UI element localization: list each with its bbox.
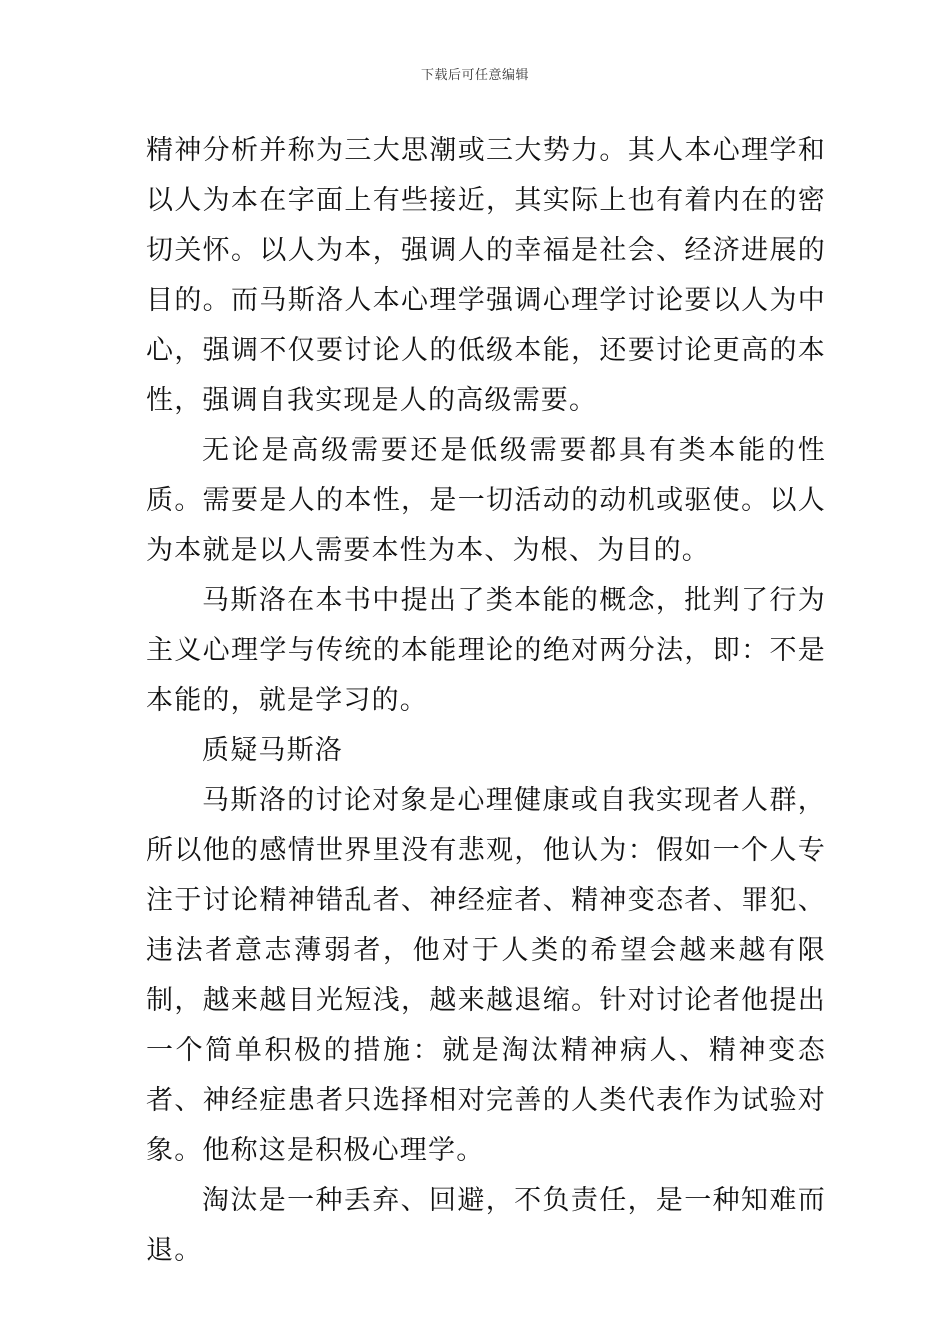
- document-body: [146, 126, 826, 1276]
- paragraph: 淘汰是一种丢弃、回避，不负责任，是一种知难而退。: [146, 1185, 826, 1266]
- paragraph: 马斯洛在本书中提出了类本能的概念，批判了行为主义心理学与传统的本能理论的绝对两分法，即：不是本能的，就是学习的。: [146, 585, 826, 716]
- paragraph: 精神分析并称为三大思潮或三大势力。其人本心理学和以人为本在字面上有些接近，其实际上也有着内在的密切关怀。以人为本，强调人的幸福是社会、经济进展的目的。而马斯洛人本心理学强调心理学讨论要以人为中心，强调不仅要讨论人的低级本能，还要讨论更高的本性，强调自我实现是人的高级需要。: [146, 135, 826, 416]
- paragraph: 马斯洛的讨论对象是心理健康或自我实现者人群，所以他的感情世界里没有悲观，他认为：假如一个人专注于讨论精神错乱者、神经症者、精神变态者、罪犯、违法者意志薄弱者，他对于人类的希望会越来越有限制，越来越目光短浅，越来越退缩。针对讨论者他提出一个简单积极的措施：就是淘汰精神病人、精神变态者、神经症患者只选择相对完善的人类代表作为试验对象。他称这是积极心理学。: [146, 785, 826, 1166]
- paragraph: 无论是高级需要还是低级需要都具有类本能的性质。需要是人的本性，是一切活动的动机或驱使。以人为本就是以人需要本性为本、为根、为目的。: [146, 435, 826, 566]
- section-heading: 质疑马斯洛: [202, 735, 343, 766]
- page-header: 下载后可任意编辑: [420, 68, 529, 83]
